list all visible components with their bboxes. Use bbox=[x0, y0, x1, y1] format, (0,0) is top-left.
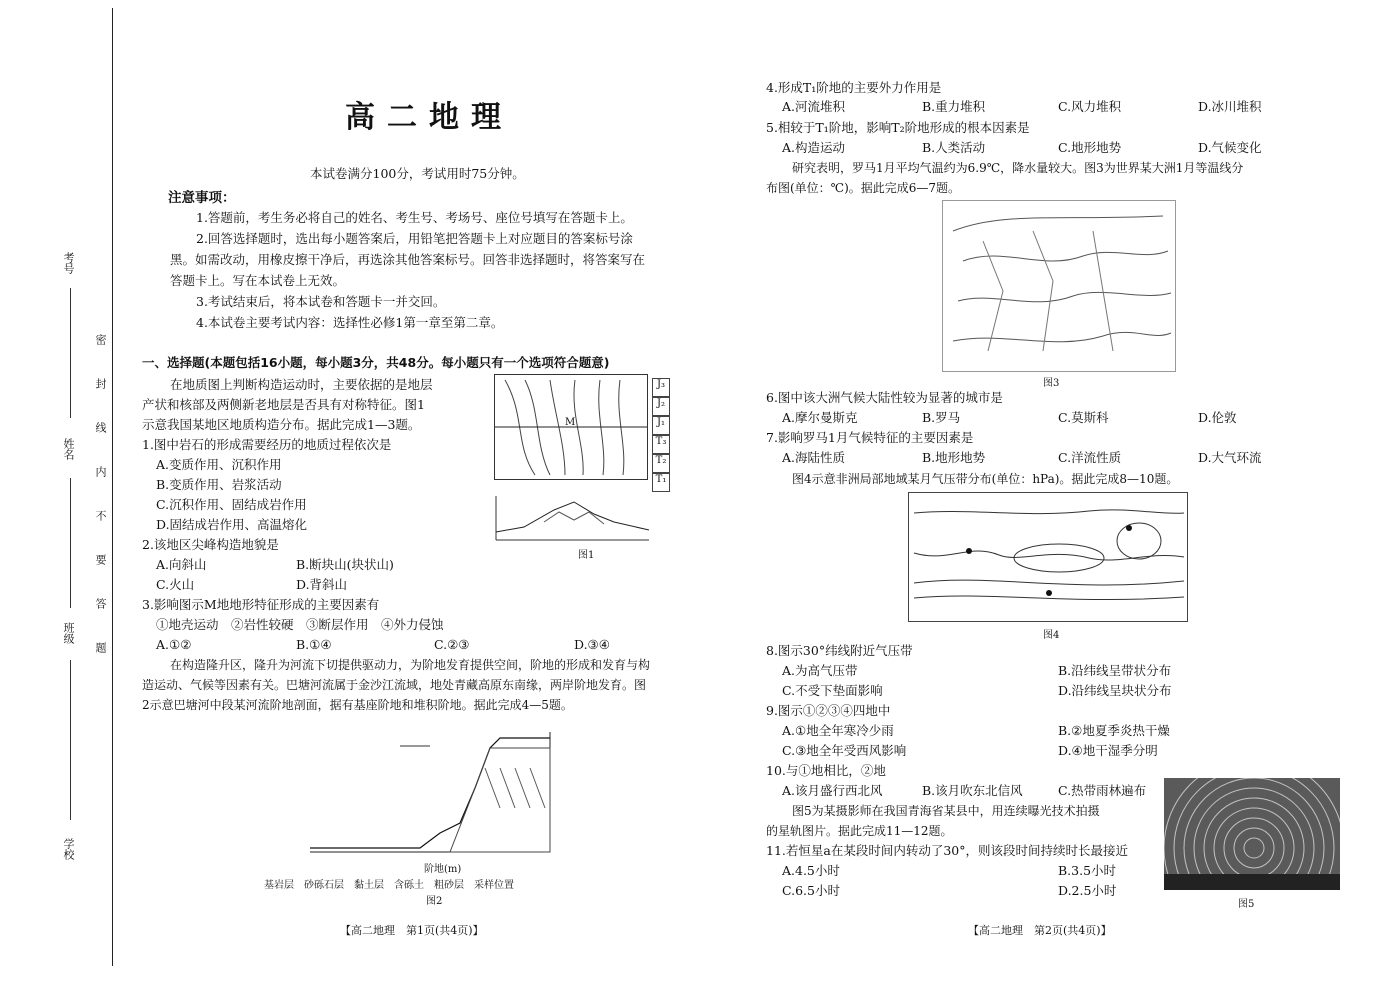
legend-item: J₁ bbox=[652, 416, 670, 435]
notice-line: 4.本试卷主要考试内容：选择性必修1第一章至第二章。 bbox=[196, 315, 504, 330]
legend-item: T₁ bbox=[652, 473, 670, 492]
intro-line: 造运动、气候等因素有关。巴塘河流属于金沙江流域，地处青藏高原东南缘，两岸阶地发育。图 bbox=[142, 678, 647, 692]
legend-item: 粗砂层 bbox=[434, 880, 464, 891]
figure-4-caption: 图4 bbox=[1043, 630, 1060, 641]
binding-label-school: 学校 bbox=[62, 838, 75, 860]
option: A.变质作用、沉积作用 bbox=[156, 457, 282, 472]
option: C.地形地势 bbox=[1058, 140, 1122, 155]
seal-char: 题 bbox=[94, 642, 107, 653]
intro-line: 2示意巴塘河中段某河流阶地剖面，据有基座阶地和堆积阶地。据此完成4—5题。 bbox=[142, 698, 573, 712]
question-6: 6.图中该大洲气候大陆性较为显著的城市是 bbox=[766, 390, 1003, 405]
seal-char: 内 bbox=[94, 466, 107, 477]
question-5: 5.相较于T₁阶地，影响T₂阶地形成的根本因素是 bbox=[766, 120, 1030, 135]
binding-margin bbox=[0, 0, 112, 983]
intro-line: 研究表明，罗马1月平均气温约为6.9℃，降水量较大。图3为世界某大洲1月等温线分 bbox=[792, 161, 1244, 175]
figure-2-caption: 图2 bbox=[426, 896, 443, 907]
figure-4-isobars bbox=[909, 493, 1187, 621]
option: B.重力堆积 bbox=[922, 99, 986, 114]
option: B.罗马 bbox=[922, 410, 961, 425]
legend-item: J₂ bbox=[652, 397, 670, 416]
seal-char: 不 bbox=[94, 510, 107, 521]
binding-underline bbox=[70, 478, 71, 608]
option: C.风力堆积 bbox=[1058, 99, 1122, 114]
option: C.沉积作用、固结成岩作用 bbox=[156, 497, 307, 512]
option: A.①② bbox=[156, 637, 192, 652]
option: A.构造运动 bbox=[782, 140, 846, 155]
option: B.①④ bbox=[296, 637, 332, 652]
option: B.断块山(块状山) bbox=[296, 557, 394, 572]
option: C.洋流性质 bbox=[1058, 450, 1122, 465]
figure-3-caption: 图3 bbox=[1043, 378, 1060, 389]
legend-item: 基岩层 bbox=[264, 880, 294, 891]
binding-label-kaohao: 考号 bbox=[62, 252, 75, 274]
option: D.固结成岩作用、高温熔化 bbox=[156, 517, 308, 532]
figure-1-caption: 图1 bbox=[578, 550, 595, 561]
figure-1-map bbox=[494, 374, 648, 480]
intro-line: 产状和核部及两侧新老地层是否具有对称特征。图1 bbox=[142, 397, 425, 412]
option: A.为高气压带 bbox=[782, 663, 858, 678]
binding-label-class: 班级 bbox=[62, 622, 75, 644]
figure-5-caption: 图5 bbox=[1238, 899, 1255, 910]
option: D.④地干湿季分明 bbox=[1058, 743, 1158, 758]
seal-char: 密 bbox=[94, 334, 107, 345]
legend-item: T₃ bbox=[652, 435, 670, 454]
intro-line: 图5为某摄影师在我国青海省某县中，用连续曝光技术拍摄 bbox=[792, 804, 1100, 818]
legend-item: 黏土层 bbox=[354, 880, 384, 891]
legend-item: 采样位置 bbox=[474, 880, 514, 891]
intro-line: 示意我国某地区地质构造分布。据此完成1—3题。 bbox=[142, 417, 421, 432]
figure-3-isotherms bbox=[943, 201, 1175, 371]
page-title: 高二地理 bbox=[345, 100, 513, 135]
seal-char: 要 bbox=[94, 554, 107, 565]
intro-line: 在地质图上判断构造运动时，主要依据的是地层 bbox=[170, 377, 433, 392]
figure-4-map bbox=[908, 492, 1188, 622]
option: C.火山 bbox=[156, 577, 195, 592]
legend-item: 含砾土 bbox=[394, 880, 424, 891]
notice-line: 1.答题前，考生务必将自己的姓名、考生号、考场号、座位号填写在答题卡上。 bbox=[196, 210, 633, 225]
page-footer-left: 【高二地理 第1页(共4页)】 bbox=[340, 924, 484, 937]
question-10: 10.与①地相比，②地 bbox=[766, 763, 886, 778]
figure-2-legend bbox=[264, 876, 594, 891]
option: B.地形地势 bbox=[922, 450, 986, 465]
figure-1-legend bbox=[652, 378, 692, 492]
q3-items: ①地壳运动 ②岩性较硬 ③断层作用 ④外力侵蚀 bbox=[156, 617, 444, 632]
option: B.变质作用、岩浆活动 bbox=[156, 477, 282, 492]
notice-line: 答题卡上。写在本试卷上无效。 bbox=[170, 273, 346, 288]
option: B.人类活动 bbox=[922, 140, 986, 155]
option: C.③地全年受西风影响 bbox=[782, 743, 907, 758]
legend-item: T₂ bbox=[652, 454, 670, 473]
intro-line: 在构造隆升区，隆升为河流下切提供驱动力，为阶地发育提供空间，阶地的形成和发育与构 bbox=[170, 658, 651, 672]
option: D.2.5小时 bbox=[1058, 883, 1117, 898]
option: A.该月盛行西北风 bbox=[782, 783, 883, 798]
fig1-label-m: M bbox=[565, 417, 576, 428]
question-8: 8.图示30°纬线附近气压带 bbox=[766, 643, 913, 658]
option: D.气候变化 bbox=[1198, 140, 1262, 155]
option: A.摩尔曼斯克 bbox=[782, 410, 858, 425]
intro-line: 的星轨图片。据此完成11—12题。 bbox=[766, 824, 953, 838]
section-heading: 一、选择题(本题包括16小题，每小题3分，共48分。每小题只有一个选项符合题意) bbox=[142, 355, 610, 370]
notice-line: 3.考试结束后，将本试卷和答题卡一并交回。 bbox=[196, 294, 446, 309]
option: D.沿纬线呈块状分布 bbox=[1058, 683, 1172, 698]
legend-item: 砂砾石层 bbox=[304, 880, 344, 891]
option: B.该月吹东北信风 bbox=[922, 783, 1023, 798]
option: D.大气环流 bbox=[1198, 450, 1262, 465]
option: C.不受下垫面影响 bbox=[782, 683, 883, 698]
star-trail-arcs bbox=[1164, 778, 1340, 890]
notice-title: 注意事项： bbox=[168, 190, 236, 206]
question-11: 11.若恒星a在某段时间内转动了30°，则该段时间持续时长最接近 bbox=[766, 843, 1128, 858]
seal-char: 线 bbox=[94, 422, 107, 433]
figure-3-map bbox=[942, 200, 1176, 372]
option: B.沿纬线呈带状分布 bbox=[1058, 663, 1172, 678]
question-1: 1.图中岩石的形成需要经历的地质过程依次是 bbox=[142, 437, 392, 452]
question-2: 2.该地区尖峰构造地貌是 bbox=[142, 537, 279, 552]
option: B.②地夏季炎热干燥 bbox=[1058, 723, 1170, 738]
binding-label-name: 姓名 bbox=[62, 438, 75, 460]
option: C.②③ bbox=[434, 637, 470, 652]
option: D.冰川堆积 bbox=[1198, 99, 1262, 114]
option: D.伦敦 bbox=[1198, 410, 1237, 425]
question-3: 3.影响图示M地地形特征形成的主要因素有 bbox=[142, 597, 380, 612]
binding-line bbox=[112, 8, 113, 966]
figure-1-profile bbox=[484, 492, 654, 544]
option: C.热带雨林遍布 bbox=[1058, 783, 1147, 798]
figure-2-x-label: 阶地(m) bbox=[424, 864, 462, 875]
option: B.3.5小时 bbox=[1058, 863, 1117, 878]
seal-char: 封 bbox=[94, 378, 107, 389]
question-9: 9.图示①②③④四地中 bbox=[766, 703, 891, 718]
option: D.③④ bbox=[574, 637, 610, 652]
intro-line: 布图(单位：℃)。据此完成6—7题。 bbox=[766, 181, 961, 195]
score-line: 本试卷满分100分，考试用时75分钟。 bbox=[310, 166, 525, 181]
binding-underline bbox=[70, 660, 71, 820]
question-4: 4.形成T₁阶地的主要外力作用是 bbox=[766, 80, 942, 95]
figure-2-profile bbox=[300, 728, 580, 862]
option: A.向斜山 bbox=[156, 557, 207, 572]
option: D.背斜山 bbox=[296, 577, 348, 592]
option: A.河流堆积 bbox=[782, 99, 846, 114]
figure-5-star-trail-photo bbox=[1164, 778, 1340, 890]
option: A.4.5小时 bbox=[782, 863, 840, 878]
page-footer-right: 【高二地理 第2页(共4页)】 bbox=[968, 924, 1112, 937]
option: A.①地全年寒冷少雨 bbox=[782, 723, 894, 738]
binding-underline bbox=[70, 288, 71, 418]
option: C.莫斯科 bbox=[1058, 410, 1109, 425]
notice-line: 黑。如需改动，用橡皮擦干净后，再选涂其他答案标号。回答非选择题时，将答案写在 bbox=[170, 252, 646, 267]
intro-line: 图4示意非洲局部地域某月气压带分布(单位：hPa)。据此完成8—10题。 bbox=[792, 472, 1179, 486]
question-7: 7.影响罗马1月气候特征的主要因素是 bbox=[766, 430, 974, 445]
legend-item: J₃ bbox=[652, 378, 670, 397]
option: C.6.5小时 bbox=[782, 883, 840, 898]
notice-line: 2.回答选择题时，选出每小题答案后，用铅笔把答题卡上对应题目的答案标号涂 bbox=[196, 231, 633, 246]
seal-char: 答 bbox=[94, 598, 107, 609]
option: A.海陆性质 bbox=[782, 450, 846, 465]
